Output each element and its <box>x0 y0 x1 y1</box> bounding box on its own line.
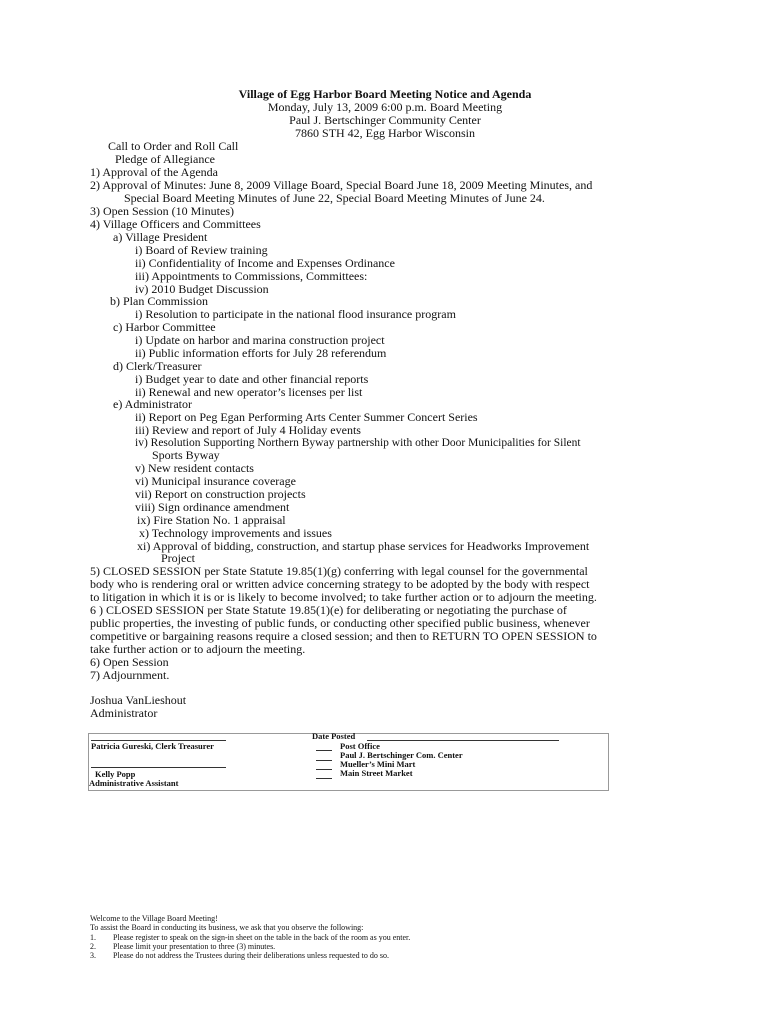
closed-session-2-line-1: 6 ) CLOSED SESSION per State Statute 19.85(1)(e) for deliberating or negotiating the purchase of <box>90 603 567 617</box>
date-posted-label: Date Posted <box>312 731 356 741</box>
closed-session-2-line-2: public properties, the investing of public funds, or conducting other specified public business, whenever <box>90 616 590 630</box>
posting-location-post-office: Post Office <box>340 741 380 751</box>
agenda-sub-e-iii: iii) Review and report of July 4 Holiday events <box>135 423 361 437</box>
assistant-name: Kelly Popp <box>95 769 136 779</box>
footer-rule-number: 3. <box>90 951 96 960</box>
agenda-sub-b: b) Plan Commission <box>110 294 209 308</box>
agenda-sub-e-viii: viii) Sign ordinance amendment <box>135 500 290 514</box>
agenda-sub-e-iv-cont: Sports Byway <box>152 448 220 462</box>
agenda-item-4: 4) Village Officers and Committees <box>90 217 261 231</box>
agenda-open-session: 6) Open Session <box>90 655 169 669</box>
agenda-adjournment: 7) Adjournment. <box>90 668 170 682</box>
closed-session-1-line-2: body who is rendering oral or written advice concerning strategy to be adopted by the body with respect <box>90 577 590 591</box>
agenda-item-1: 1) Approval of the Agenda <box>90 165 218 179</box>
footer-rule-2: Please limit your presentation to three (3) minutes. <box>113 942 276 951</box>
agenda-sub-c-i: i) Update on harbor and marina construction project <box>135 333 385 347</box>
posting-location-community-center: Paul J. Bertschinger Com. Center <box>340 750 463 760</box>
checkbox-line <box>316 778 332 779</box>
agenda-pledge: Pledge of Allegiance <box>115 152 215 166</box>
meeting-venue: Paul J. Bertschinger Community Center <box>289 113 481 127</box>
posting-location-mini-mart: Mueller’s Mini Mart <box>340 759 416 769</box>
signatory-name: Joshua VanLieshout <box>90 693 187 707</box>
meeting-address: 7860 STH 42, Egg Harbor Wisconsin <box>295 126 475 140</box>
agenda-sub-e-ix: ix) Fire Station No. 1 appraisal <box>137 513 286 527</box>
footer-rule-3: Please do not address the Trustees during their deliberations unless requested to do so. <box>113 951 389 960</box>
closed-session-1-line-3: to litigation in which it is or is likely to become involved; to take further action or to adjourn the meeting. <box>90 590 597 604</box>
checkbox-line <box>316 769 332 770</box>
footer-rule-1: Please register to speak on the sign-in sheet on the table in the back of the room as you enter. <box>113 933 411 942</box>
assistant-title: Administrative Assistant <box>89 778 179 788</box>
agenda-sub-d-ii: ii) Renewal and new operator’s licenses per list <box>135 385 363 399</box>
agenda-sub-e-xi-cont: Project <box>161 551 195 565</box>
closed-session-2-line-4: take further action or to adjourn the meeting. <box>90 642 306 656</box>
footer-rule-number: 1. <box>90 933 96 942</box>
agenda-item-2-cont: Special Board Meeting Minutes of June 22, Special Board Meeting Minutes of June 24. <box>124 191 545 205</box>
date-posted-line <box>367 740 559 741</box>
signatory-title: Administrator <box>90 706 158 720</box>
checkbox-line <box>316 760 332 761</box>
agenda-sub-c: c) Harbor Committee <box>113 320 216 334</box>
agenda-call-to-order: Call to Order and Roll Call <box>108 139 239 153</box>
posting-location-market: Main Street Market <box>340 768 413 778</box>
agenda-sub-e-ii: ii) Report on Peg Egan Performing Arts Center Summer Concert Series <box>135 410 478 424</box>
closed-session-2-line-3: competitive or bargaining reasons require a closed session; and then to RETURN TO OPEN SESSION to <box>90 629 597 643</box>
footer-intro: To assist the Board in conducting its business, we ask that you observe the following: <box>90 923 364 932</box>
agenda-sub-e-iv: iv) Resolution Supporting Northern Byway partnership with other Door Municipalities for Silent <box>135 437 581 449</box>
agenda-sub-d-i: i) Budget year to date and other financial reports <box>135 372 369 386</box>
agenda-item-2: 2) Approval of Minutes: June 8, 2009 Village Board, Special Board June 18, 2009 Meeting Minutes, and <box>90 178 593 192</box>
signature-line <box>91 767 226 768</box>
agenda-sub-a-ii: ii) Confidentiality of Income and Expenses Ordinance <box>135 256 395 270</box>
footer-rule-number: 2. <box>90 942 96 951</box>
agenda-sub-e-vii: vii) Report on construction projects <box>135 487 306 501</box>
meeting-date: Monday, July 13, 2009 6:00 p.m. Board Meeting <box>267 100 503 114</box>
agenda-sub-e: e) Administrator <box>113 397 192 411</box>
agenda-sub-a-i: i) Board of Review training <box>135 243 268 257</box>
agenda-sub-c-ii: ii) Public information efforts for July 28 referendum <box>135 346 387 360</box>
agenda-sub-a: a) Village President <box>113 230 208 244</box>
agenda-sub-a-iii: iii) Appointments to Commissions, Committees: <box>135 269 368 283</box>
agenda-sub-e-xi: xi) Approval of bidding, construction, and startup phase services for Headworks Improvement <box>137 539 590 553</box>
checkbox-line <box>316 750 332 751</box>
agenda-item-3: 3) Open Session (10 Minutes) <box>90 204 234 218</box>
page-title: Village of Egg Harbor Board Meeting Notice and Agenda <box>238 87 532 101</box>
agenda-sub-d: d) Clerk/Treasurer <box>113 359 202 373</box>
footer-welcome: Welcome to the Village Board Meeting! <box>90 914 218 923</box>
agenda-sub-e-vi: vi) Municipal insurance coverage <box>135 474 296 488</box>
agenda-sub-e-v: v) New resident contacts <box>135 461 254 475</box>
agenda-sub-b-i: i) Resolution to participate in the national flood insurance program <box>135 307 456 321</box>
closed-session-1-line-1: 5) CLOSED SESSION per State Statute 19.85(1)(g) conferring with legal counsel for the governmental <box>90 564 588 578</box>
agenda-sub-e-x: x) Technology improvements and issues <box>139 526 332 540</box>
agenda-sub-a-iv: iv) 2010 Budget Discussion <box>135 282 269 296</box>
clerk-signature-label: Patricia Gureski, Clerk Treasurer <box>91 741 214 751</box>
